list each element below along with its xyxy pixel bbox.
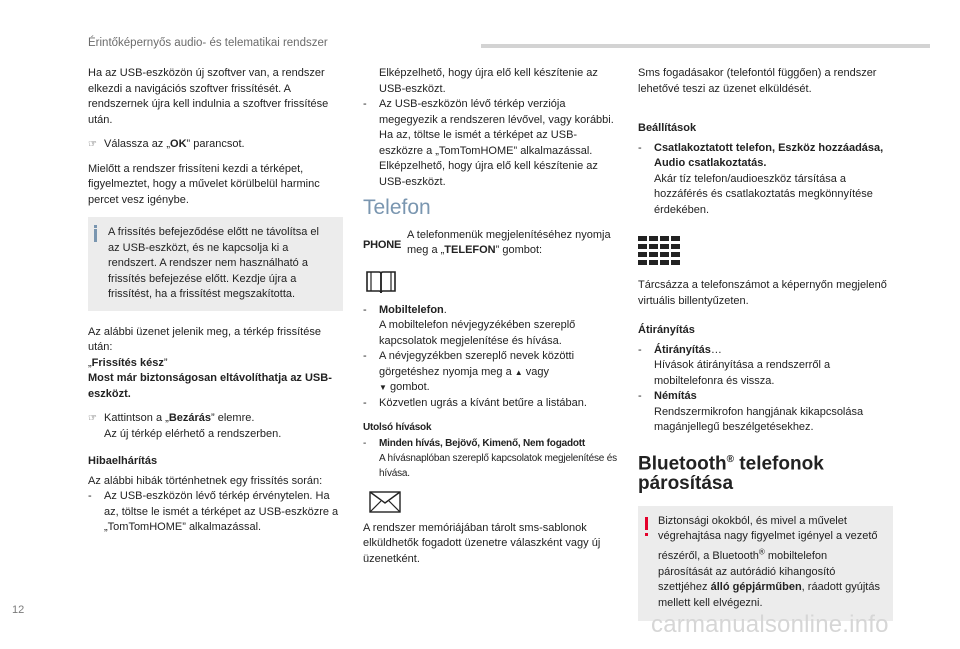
close-instruction: ☞ Kattintson a „Bezárás” elemre. Az új térkép elérhető a rendszerben. xyxy=(88,411,343,442)
update-done-paragraph: Az alábbi üzenet jelenik meg, a térkép frissítése után: xyxy=(88,325,321,353)
update-intro-paragraph: Ha az USB-eszközön új szoftver van, a rendszer elkezdi a navigációs szoftver frissítését. A rendszernek újra kell indulnia a szoftver frissítése után. xyxy=(88,67,329,126)
sms-envelope-icon xyxy=(369,491,618,513)
update-duration-paragraph: Mielőtt a rendszer frissíteni kezdi a térképet, figyelmeztet, hogy a művelet körülbelül harminc percet vesz igénybe. xyxy=(88,162,320,206)
sms-templates-paragraph: A rendszer memóriájában tárolt sms-sablonok elküldhetők fogadott üzenetre válaszként vagy új üzenetként. xyxy=(363,521,601,565)
scroll-names-item: - A névjegyzékben szereplő nevek közötti görgetéshez nyomja meg a ▲ vagy ▼ gombot. xyxy=(363,350,575,393)
warning-note xyxy=(638,506,893,622)
scroll-up-icon: ▲ xyxy=(514,367,523,377)
bluetooth-section-title: Bluetooth® telefonok párosítása xyxy=(638,452,824,494)
troubleshooting-title: Hibaelhárítás xyxy=(88,455,158,467)
phone-button-icon: PHONE xyxy=(363,238,402,251)
settings-item: - Csatlakoztatott telefon, Eszköz hozzáadása, Audio csatlakoztatás. Akár tíz telefon/audioeszköz társítása a hozzáférés és csatlakoztatás megkönnyítése érdekében. xyxy=(638,141,884,216)
settings-title: Beállítások xyxy=(638,122,697,134)
troubleshooting-intro: Az alábbi hibák történhetnek egy frissítés során: xyxy=(88,474,323,487)
recent-calls-title: Utolsó hívások xyxy=(363,422,432,433)
column-3 xyxy=(638,66,893,635)
redirect-title: Átirányítás xyxy=(638,324,695,336)
recent-calls-item: - Minden hívás, Bejövő, Kimenő, Nem fogadott A hívásnaplóban szereplő kapcsolatok megjelenítése és hívása. xyxy=(363,437,617,479)
page-header-title: Érintőképernyős audio- és telematikai rendszer xyxy=(88,37,328,49)
dial-keypad-paragraph: Tárcsázza a telefonszámot a képernyőn megjelenő virtuális billentyűzeten. xyxy=(638,279,887,307)
column-1 xyxy=(88,66,343,536)
jump-letter-item: - Közvetlen ugrás a kívánt betűre a listában. xyxy=(363,396,587,409)
contacts-book-icon xyxy=(365,269,618,295)
info-icon xyxy=(94,229,97,242)
select-ok-instruction: ☞ Válassza az „OK” parancsot. xyxy=(88,137,343,153)
update-done-message: „Frissítés kész” Most már biztonságosan eltávolíthatja az USB-eszközt. xyxy=(88,356,332,400)
info-note xyxy=(88,217,343,311)
close-command: Bezárás xyxy=(168,412,212,424)
warning-icon-dot xyxy=(645,533,648,536)
trouble-item-1: - Az USB-eszközön lévő térkép érvénytelen. Ha az, töltse le ismét a térképet az USB-eszközre a „TomTomHOME” alkalmazással. xyxy=(88,490,339,533)
redirect-item: - Átirányítás… Hívások átirányítása a rendszerről a mobiltelefonra és vissza. xyxy=(638,343,831,387)
page-number: 12 xyxy=(12,604,25,616)
warning-note-text: Biztonsági okokból, és mivel a művelet végrehajtása nagy figyelmet igényel a vezető részéről, a Bluetooth® mobiltelefon párosítását az autórádió kihangosító szettjéhez álló gépjárműben, ráadott gyújtás mellett kell elvégezni. xyxy=(658,514,880,609)
finger-pointer-icon: ☞ xyxy=(88,413,97,424)
telefon-section-title: Telefon xyxy=(363,196,431,219)
mobiltelefon-item: - Mobiltelefon. A mobiltelefon névjegyzékében szereplő kapcsolatok megjelenítése és hívása. xyxy=(363,303,576,347)
mute-item: - Némítás Rendszermikrofon hangjának kikapcsolása magánjellegű beszélgetésekhez. xyxy=(638,390,864,433)
info-icon-dot xyxy=(94,225,97,228)
trouble-item-1-continued: Elképzelhető, hogy újra elő kell készítenie az USB-eszközt. xyxy=(379,67,598,95)
watermark: carmanualsonline.info xyxy=(651,611,889,638)
warning-icon xyxy=(645,517,648,530)
sms-receive-paragraph: Sms fogadásakor (telefontól függően) a rendszer lehetővé teszi az üzenet elküldését. xyxy=(638,67,877,95)
info-note-text: A frissítés befejeződése előtt ne távolítsa el az USB-eszközt, és ne kapcsolja ki a rendszert. A rendszer nem használható a frissítés befejezése előtt. Kezdje újra a frissítést, ha a frissítést megszakította. xyxy=(108,226,319,300)
phone-button-instruction: PHONE A telefonmenük megjelenítéséhez nyomja meg a „TELEFON” gombot: xyxy=(363,228,611,256)
finger-pointer-icon: ☞ xyxy=(88,139,97,150)
trouble-item-2: - Az USB-eszközön lévő térkép verziója megegyezik a rendszeren lévővel, vagy korábbi. Ha az, töltse le ismét a térképet az USB-eszközre a „TomTomHOME” alkalmazással. Elképzelhető, hogy újra elő kell készítenie az USB-eszközt. xyxy=(363,98,614,188)
keypad-icon xyxy=(638,236,893,266)
ok-command: OK xyxy=(170,138,187,150)
header-bar xyxy=(481,44,930,48)
scroll-down-icon: ▼ xyxy=(379,383,387,392)
column-2 xyxy=(363,66,618,576)
